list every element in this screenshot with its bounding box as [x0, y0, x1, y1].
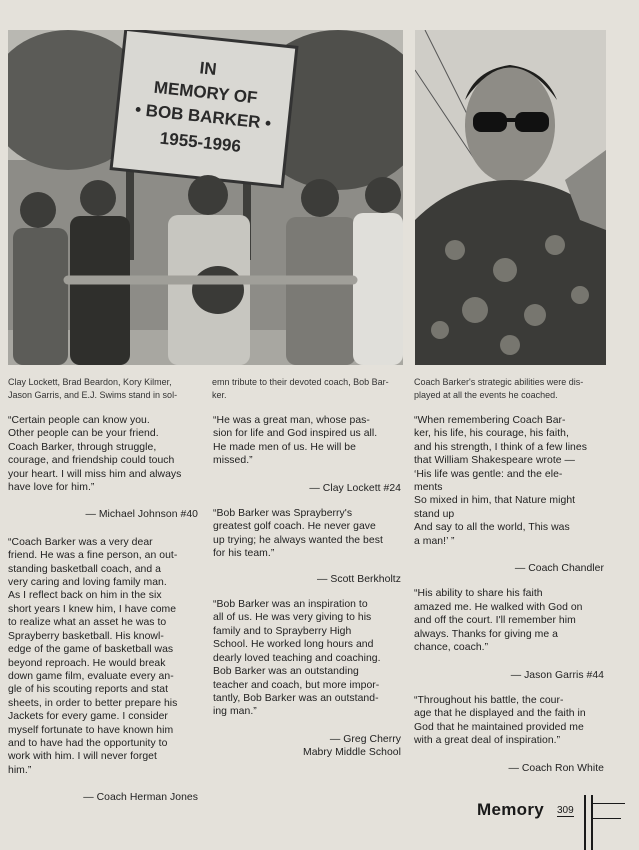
- footer-rule-vertical-1: [584, 795, 586, 850]
- attribution-ron-white: — Coach Ron White: [508, 762, 604, 774]
- quote-column-2: [213, 414, 407, 760]
- attribution-jason-garris: — Jason Garris #44: [510, 669, 604, 681]
- footer-rule-horizontal-2: [593, 818, 621, 819]
- quote-clay-lockett: “He was a great man, whose pas- sion for life and God inspired us all. He made men of us. He will be missed.”: [213, 415, 378, 467]
- footer-rule-horizontal-1: [593, 803, 625, 804]
- coach-portrait-photo: [415, 30, 606, 365]
- quote-column-3: [414, 414, 608, 775]
- quote-coach-chandler: “When remembering Coach Bar- ker, his life, his courage, his faith, and his strength, I think of a few lines that William Shakespeare wrote — ‘His life was gentle: and the ele- ments So mixed in him, that Nature might stand up And say to all the world, This was a man!’ ”: [414, 415, 587, 547]
- sign-line-1: IN: [198, 58, 218, 80]
- quote-ron-white: “Throughout his battle, the cour- age that he displayed and the faith in God that he maintained provided me with a great deal of inspiration.”: [414, 694, 586, 747]
- sign-line-4: 1955-1996: [158, 128, 242, 157]
- quote-scott-berkholtz: “Bob Barker was Sprayberry's greatest golf coach. He never gave up trying; he always wanted the best for his team.”: [213, 508, 383, 560]
- page-number: 309: [557, 805, 574, 816]
- quote-jason-garris: “His ability to share his faith amazed me. He walked with God on and off the court. I'll remember him always. Thanks for giving me a chance, coach.”: [414, 588, 583, 654]
- sign-line-2: MEMORY OF: [152, 77, 259, 108]
- photo-caption-left-part1: Clay Lockett, Brad Beardon, Kory Kilmer, Jason Garris, and E.J. Swims stand in sol-: [8, 377, 178, 400]
- attribution-coach-chandler: — Coach Chandler: [514, 563, 604, 575]
- quote-michael-johnson: “Certain people can know you. Other people can be your friend. Coach Barker, through struggle, courage, and friendship could touch your heart. I will miss him and always have love for him.”: [8, 415, 182, 494]
- photo-caption-left-part2: emn tribute to their devoted coach, Bob Bar- ker.: [212, 377, 389, 400]
- sign-line-3: • BOB BARKER •: [134, 99, 273, 134]
- attribution-michael-johnson: — Michael Johnson #40: [85, 509, 198, 521]
- attribution-scott-berkholtz: — Scott Berkholtz: [316, 573, 401, 585]
- quote-column-1: [8, 414, 202, 805]
- attribution-clay-lockett: — Clay Lockett #24: [309, 482, 401, 494]
- attribution-herman-jones: — Coach Herman Jones: [83, 792, 198, 804]
- quote-greg-cherry: “Bob Barker was an inspiration to all of us. He was very giving to his family and to Sprayberry High School. He worked long hours and dearly loved teaching and coaching. Bob Barker was an outstanding teacher and coach, but more impor- tantly, Bob Barker was an outstand- ing man.”: [213, 599, 381, 718]
- attribution-greg-cherry: — Greg Cherry Mabry Middle School: [303, 733, 401, 759]
- section-title: Memory: [477, 800, 544, 819]
- photo-caption-right: Coach Barker's strategic abilities were dis- played at all the events he coached.: [414, 377, 584, 400]
- quote-herman-jones: “Coach Barker was a very dear friend. He was a fine person, an out- standing basketball coach, and a very caring and loving family man. As I reflect back on him in the six short years I knew him, I have come to realize what an asset he was to Sprayberry basketball. His knowl- edge of the game of basketball was beyond reproach. He would break down game film, evaluate every an- gle of his scouting reports and stat sheets, in order to better prepare his Jackets for every game. I consider myself fortunate to have known him and to have had the opportunity to work with him. I will never forget him.”: [8, 536, 178, 776]
- memorial-sign-photo: [8, 30, 403, 365]
